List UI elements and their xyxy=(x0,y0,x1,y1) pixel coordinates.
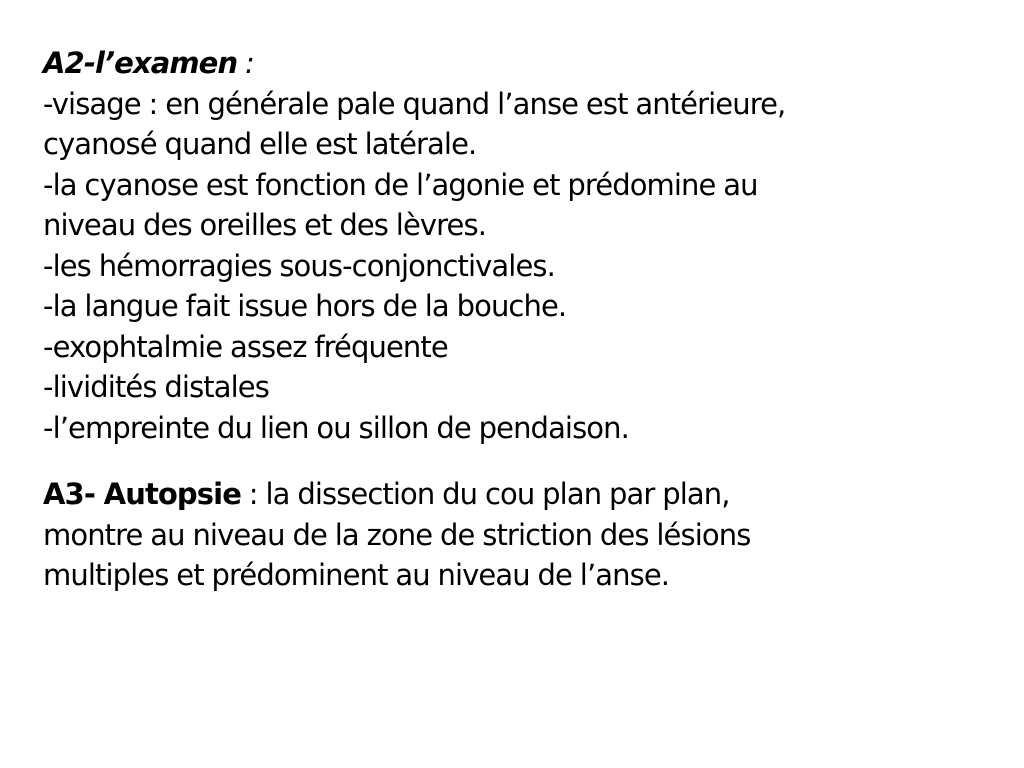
section-a2-heading: A2-l’examen xyxy=(43,46,238,80)
a3-line-dissection: : la dissection du cou plan par plan, xyxy=(240,477,730,511)
a2-line-exophtalmie: -exophtalmie assez fréquente xyxy=(43,329,448,364)
a2-line-langue: -la langue fait issue hors de la bouche. xyxy=(43,289,567,323)
section-a3-heading: A3- Autopsie xyxy=(43,477,241,511)
section-a2-examen xyxy=(43,43,993,448)
a2-line-hemorragies: -les hémorragies sous-conjonctivales. xyxy=(43,248,555,283)
section-a2-heading-line xyxy=(43,43,993,84)
a2-line-cyanose-cont: niveau des oreilles et des lèvres. xyxy=(43,208,487,242)
a3-line-anse: multiples et prédominent au niveau de l’anse. xyxy=(43,558,670,592)
section-a3-autopsie xyxy=(43,474,993,596)
a2-line-cyanose: -la cyanose est fonction de l’agonie et prédomine au xyxy=(43,167,758,202)
section-a2-heading-colon: : xyxy=(237,46,254,80)
a2-line-visage: -visage : en générale pale quand l’anse est antérieure, xyxy=(43,86,786,121)
a2-line-empreinte: -l’empreinte du lien ou sillon de pendaison. xyxy=(43,410,629,445)
slide-body xyxy=(43,43,993,596)
a2-line-visage-cont: cyanosé quand elle est latérale. xyxy=(43,127,477,161)
a3-line-striction: montre au niveau de la zone de striction des lésions xyxy=(43,517,751,552)
section-a3-heading-line xyxy=(43,474,993,515)
a2-line-lividites: -lividités distales xyxy=(43,370,269,404)
